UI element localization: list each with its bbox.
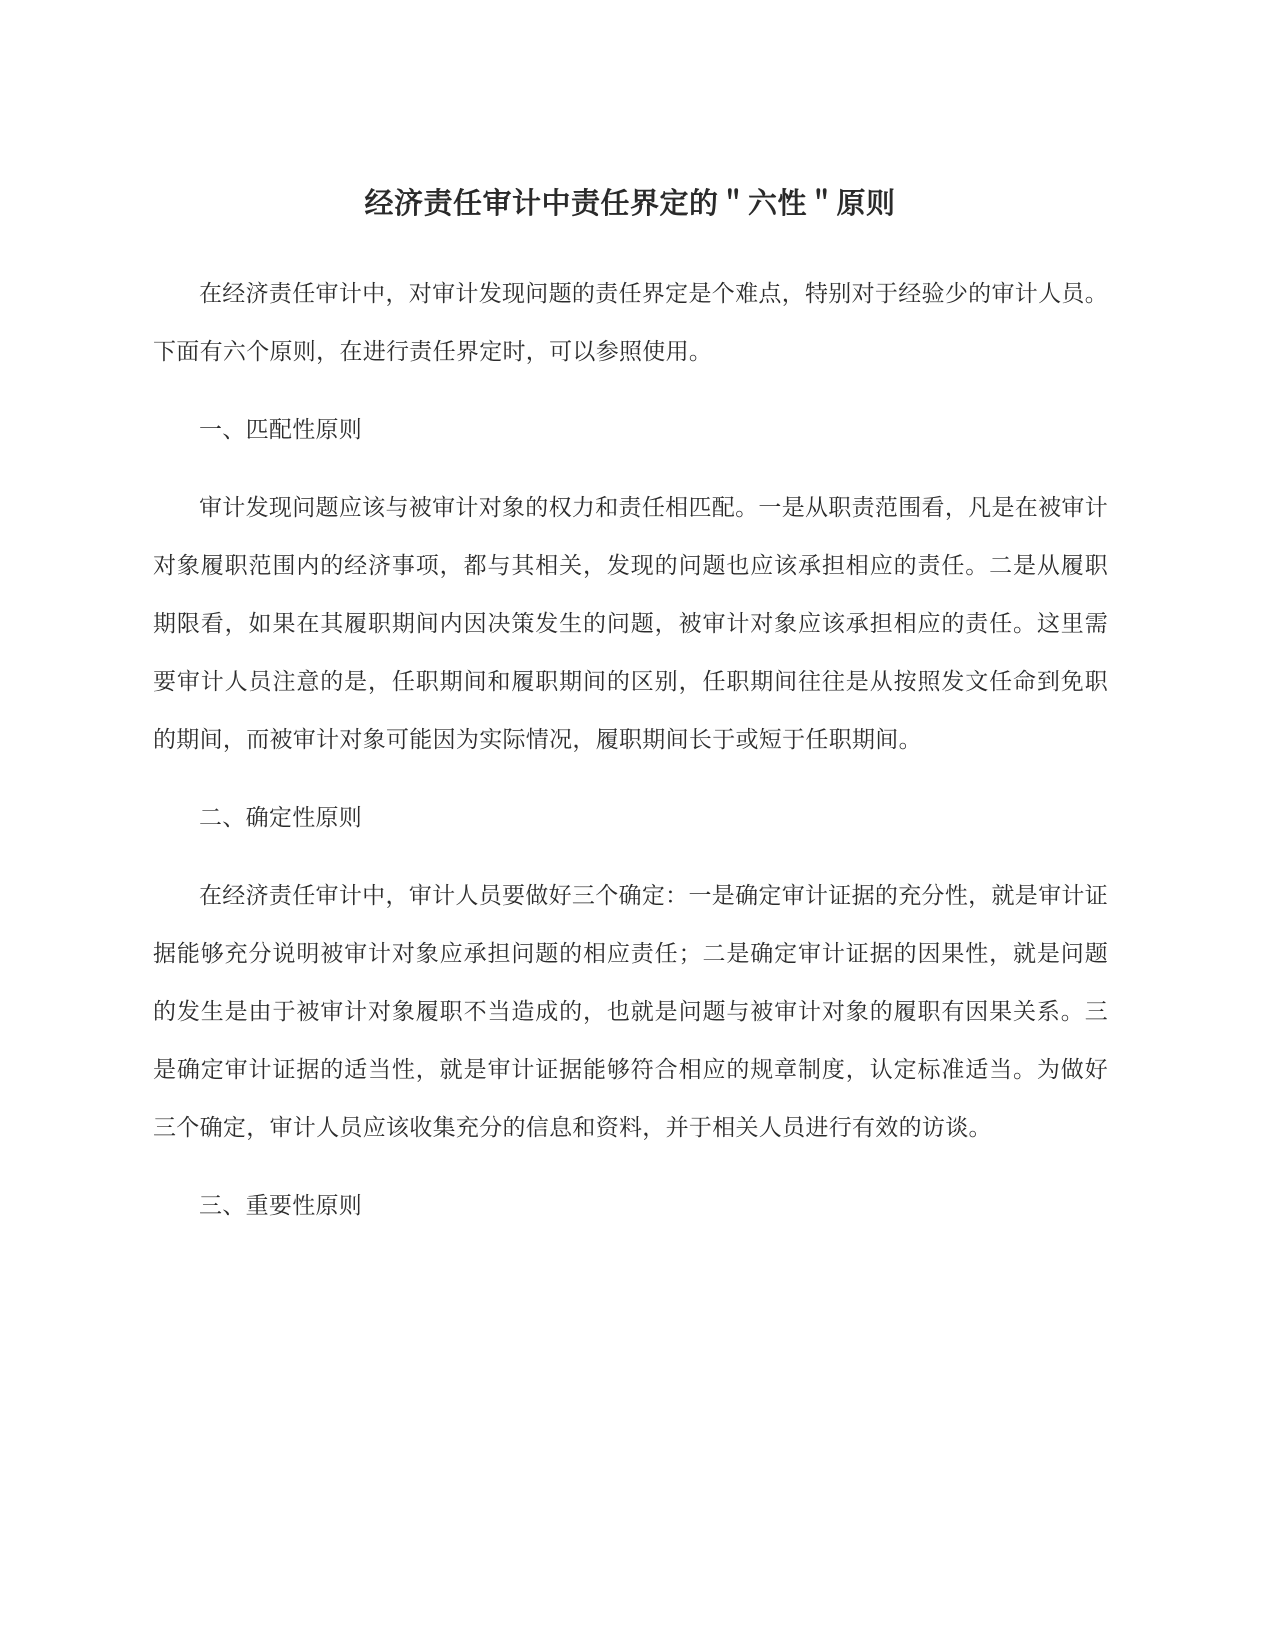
section-heading-2: 二、确定性原则 — [199, 805, 363, 831]
section-paragraph-2: 在经济责任审计中，审计人员要做好三个确定：一是确定审计证据的充分性，就是审计证据能够充分说明被审计对象应承担问题的相应责任；二是确定审计证据的因果性，就是问题的发生是由于被审计对象履职不当造成的，也就是问题与被审计对象的履职有因果关系。三是确定审计证据的适当性，就是审计证据能够符合相应的规章制度，认定标准适当。为做好三个确定，审计人员应该收集充分的信息和资料，并于相关人员进行有效的访谈。 — [153, 883, 1108, 1141]
document-body — [153, 265, 1108, 1235]
document-title: 经济责任审计中责任界定的＂六性＂原则 — [364, 186, 896, 220]
section-heading-1: 一、匹配性原则 — [199, 417, 363, 443]
section-heading-3: 三、重要性原则 — [199, 1193, 363, 1219]
intro-paragraph: 在经济责任审计中，对审计发现问题的责任界定是个难点，特别对于经验少的审计人员。下面有六个原则，在进行责任界定时，可以参照使用。 — [153, 281, 1108, 365]
section-paragraph-1: 审计发现问题应该与被审计对象的权力和责任相匹配。一是从职责范围看，凡是在被审计对象履职范围内的经济事项，都与其相关，发现的问题也应该承担相应的责任。二是从履职期限看，如果在其履职期间内因决策发生的问题，被审计对象应该承担相应的责任。这里需要审计人员注意的是，任职期间和履职期间的区别，任职期间往往是从按照发文任命到免职的期间，而被审计对象可能因为实际情况，履职期间长于或短于任职期间。 — [153, 495, 1108, 753]
